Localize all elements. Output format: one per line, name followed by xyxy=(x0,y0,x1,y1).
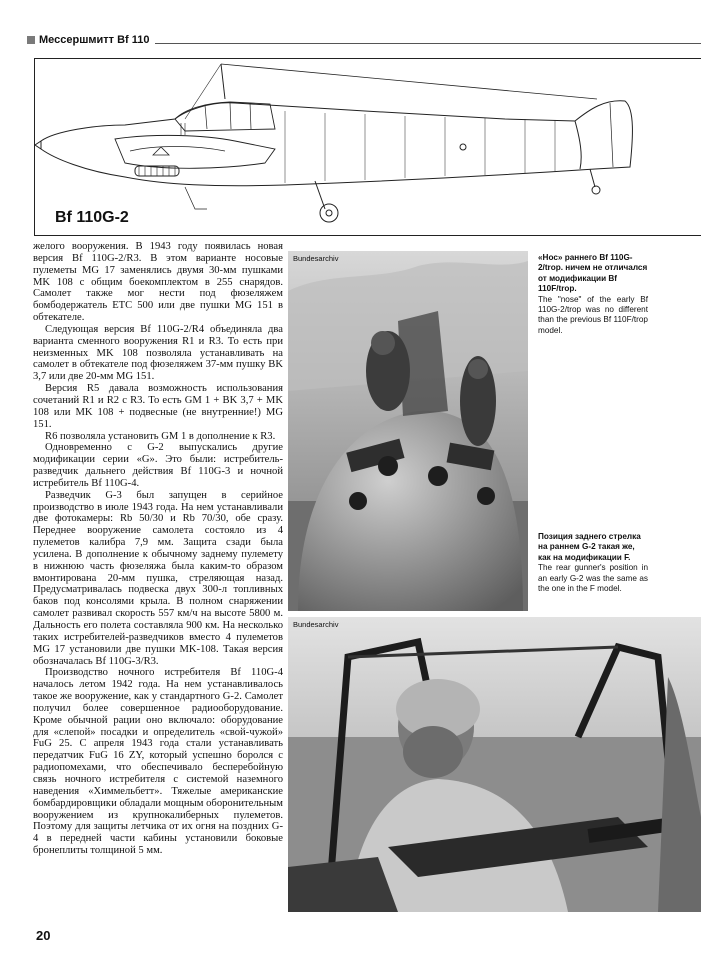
body-paragraph: желого вооружения. В 1943 году появилась новая версия Bf 110G-2/R3. В этом варианте носовые пулеметы MG 17 заменялись двумя 30-мм пушками MK 108 с общим боекомплектом в 255 снарядов. Самолет также мог нести под фюзеляжем бомбодержатель ETC 500 или две пушки MG 151 в обтекателе. xyxy=(33,241,283,324)
header-rule xyxy=(155,43,701,44)
body-paragraph: Следующая версия Bf 110G-2/R4 объединяла два варианта сменного вооружения R1 и R3. То есть при неизменных MK 108 позволяла устанавливать на самолет в обтекателе под фюзеляжем 37-мм пушку BK 3,7 или две 20-мм MG 151. xyxy=(33,323,283,383)
body-paragraph: Версия R5 давала возможность использования сочетаний R1 и R2 с R3. То есть GM 1 + BK 3,7 + MK 108 или MK 108 + подвесные (не внутренние!) MG 151. xyxy=(33,383,283,430)
photo-aircraft-nose xyxy=(288,251,528,611)
caption-russian: «Нос» раннего Bf 110G-2/trop. ничем не отличался от модификации Bf 110F/trop. xyxy=(538,253,648,294)
caption-english: The rear gunner's position in an early G-2 was the same as the one in the F model. xyxy=(538,563,648,594)
body-paragraph: Одновременно с G-2 выпускались другие модификации серии «G». Это были: истребитель-разведчик дальнего действия Bf 110G-3 и ночной истребитель Bf 110G-4. xyxy=(33,442,283,489)
photo-credit: Bundesarchiv xyxy=(293,620,339,629)
caption-english: The "nose" of the early Bf 110G-2/trop was no different than the previous Bf 110F/trop model. xyxy=(538,294,648,335)
article-body xyxy=(33,241,283,857)
photo-aircraft-nose-image xyxy=(288,251,528,611)
drawing-label: Bf 110G-2 xyxy=(55,209,129,226)
aircraft-side-view-drawing xyxy=(34,58,701,236)
aircraft-line-drawing xyxy=(35,59,701,237)
body-paragraph: R6 позволяла установить GM 1 в дополнение к R3. xyxy=(45,430,276,442)
photo-caption-nose xyxy=(538,253,648,336)
running-header-title: Мессершмитт Bf 110 xyxy=(39,34,150,46)
body-paragraph: Разведчик G-3 был запущен в серийное производство в июле 1943 года. На нем устанавливали две фотокамеры: Rb 50/30 и Rb 70/30, обе сразу. Переднее вооружение самолета состояло из 4 пулеметов калибра 7,9 мм. Защита сзади была усилена. В дополнение к обычному заднему пулемету в нижнюю часть фюзеляжа была каким-то образом вмонтирована 20-мм пушка, стреляющая назад. Предусматривалась подвеска двух 300-л топливных баков под консолями крыла. В полном снаряжении самолет развивал скорость 557 км/ч на высоте 5800 м. Дальность его полета составляла 900 км. На несколько таких истребителей-разведчиков вместо 4 пулеметов MG 17 установили две пушки MK-108. Такая версия обозначалась Bf 110G-3/R3. xyxy=(33,489,283,667)
page-number: 20 xyxy=(36,928,51,943)
header-square-marker xyxy=(27,36,35,44)
photo-caption-gunner xyxy=(538,532,648,594)
photo-credit: Bundesarchiv xyxy=(293,254,339,263)
body-paragraph: Производство ночного истребителя Bf 110G-4 началось летом 1942 года. На нем устанавливалось такое же вооружение, как у стандартного G-2. Самолет получил более совершенное радиооборудование. Кроме обычной рации оно включало: оборудование для «слепой» посадки и определитель «свой-чужой» FuG 25. С апреля 1943 года стали устанавливать передатчик FuG 16 ZY, который успешно боролся с радиопомехами, что обеспечивало бесперебойную связь ночного истребителя с системой наземного наведения «Химмельбетт». Тяжелые американские бомбардировщики обладали мощным оборонительным вооружением из крупнокалиберных пулеметов. Поэтому для защиты летчика от их огня на поздних G-4 в передней части кабины установили боковые бронеплиты толщиной 5 мм. xyxy=(33,667,283,857)
photo-rear-gunner-image xyxy=(288,617,701,912)
running-header xyxy=(27,33,701,47)
photo-rear-gunner xyxy=(288,617,701,912)
caption-russian: Позиция заднего стрелка на раннем G-2 такая же, как на модификации F. xyxy=(538,532,641,562)
